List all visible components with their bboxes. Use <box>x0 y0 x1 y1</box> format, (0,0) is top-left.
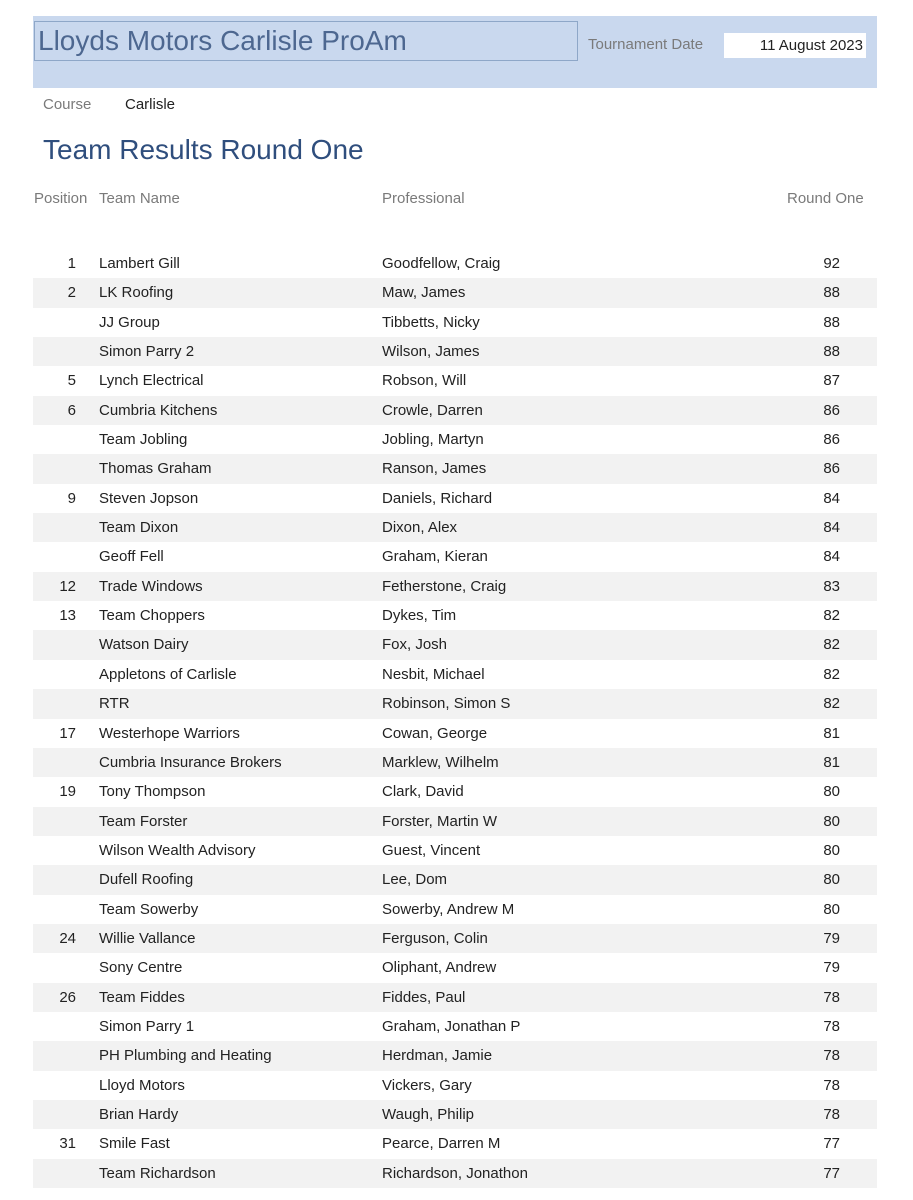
row-position: 2 <box>67 284 76 302</box>
results-table <box>33 249 877 1188</box>
table-row <box>33 1012 877 1041</box>
row-position: 12 <box>59 577 76 595</box>
row-team-name: Team Sowerby <box>99 900 199 918</box>
table-row <box>33 719 877 748</box>
table-row <box>33 836 877 865</box>
table-row <box>33 1071 877 1100</box>
row-position: 24 <box>59 929 76 947</box>
row-professional: Vickers, Gary <box>382 1076 472 1094</box>
row-team-name: Lambert Gill <box>99 255 180 272</box>
row-professional: Herdman, Jamie <box>382 1047 493 1065</box>
table-row <box>33 249 877 278</box>
row-professional: Jobling, Martyn <box>382 431 484 449</box>
row-team-name: Team Jobling <box>99 431 188 449</box>
row-team-name: Team Richardson <box>99 1164 216 1182</box>
table-row <box>33 425 877 454</box>
column-header-position: Position <box>34 190 88 207</box>
row-professional: Wilson, James <box>382 343 480 361</box>
row-position: 9 <box>67 489 76 507</box>
row-professional: Marklew, Wilhelm <box>382 753 499 771</box>
row-round-one-score: 92 <box>823 255 840 272</box>
row-professional: Waugh, Philip <box>382 1105 474 1123</box>
row-round-one-score: 79 <box>823 929 840 947</box>
row-round-one-score: 81 <box>823 753 840 771</box>
table-row <box>33 396 877 425</box>
table-row <box>33 1159 877 1188</box>
row-position: 17 <box>59 724 76 742</box>
row-professional: Oliphant, Andrew <box>382 959 497 977</box>
page-title: Team Results Round One <box>43 134 364 165</box>
row-round-one-score: 80 <box>823 841 840 859</box>
row-professional: Graham, Kieran <box>382 548 488 566</box>
row-team-name: Brian Hardy <box>99 1105 179 1123</box>
table-row <box>33 689 877 718</box>
row-round-one-score: 78 <box>823 1047 840 1065</box>
row-team-name: Cumbria Kitchens <box>99 401 218 419</box>
row-round-one-score: 84 <box>823 489 840 507</box>
row-team-name: Lloyd Motors <box>99 1076 185 1094</box>
column-header-professional: Professional <box>382 190 465 207</box>
table-row <box>33 1129 877 1158</box>
row-round-one-score: 88 <box>823 343 840 361</box>
row-professional: Pearce, Darren M <box>382 1135 501 1153</box>
table-row <box>33 748 877 777</box>
row-team-name: Simon Parry 1 <box>99 1017 195 1035</box>
table-row <box>33 278 877 307</box>
table-row <box>33 777 877 806</box>
row-round-one-score: 80 <box>823 783 840 801</box>
row-position: 6 <box>67 401 76 419</box>
table-row <box>33 924 877 953</box>
table-row <box>33 865 877 894</box>
row-professional: Richardson, Jonathon <box>382 1164 528 1182</box>
row-round-one-score: 80 <box>823 812 840 830</box>
row-professional: Fiddes, Paul <box>382 988 466 1006</box>
row-team-name: Cumbria Insurance Brokers <box>99 753 282 771</box>
row-round-one-score: 77 <box>823 1135 840 1153</box>
row-professional: Cowan, George <box>382 724 488 742</box>
row-team-name: Thomas Graham <box>99 460 212 478</box>
row-team-name: Appletons of Carlisle <box>99 665 237 683</box>
row-professional: Dixon, Alex <box>382 519 458 537</box>
row-professional: Fetherstone, Craig <box>382 577 507 595</box>
row-round-one-score: 78 <box>823 988 840 1006</box>
row-team-name: Team Choppers <box>99 607 205 625</box>
row-team-name: Willie Vallance <box>99 929 196 947</box>
table-row <box>33 630 877 659</box>
row-round-one-score: 79 <box>823 959 840 977</box>
row-professional: Nesbit, Michael <box>382 665 485 683</box>
row-team-name: Geoff Fell <box>99 548 164 566</box>
row-team-name: Steven Jopson <box>99 489 199 507</box>
table-row <box>33 366 877 395</box>
row-round-one-score: 80 <box>823 900 840 918</box>
row-professional: Ranson, James <box>382 460 487 478</box>
row-professional: Forster, Martin W <box>382 812 498 830</box>
table-row <box>33 601 877 630</box>
row-team-name: Team Dixon <box>99 519 179 537</box>
row-position: 13 <box>59 607 76 625</box>
row-team-name: Sony Centre <box>99 959 183 977</box>
row-round-one-score: 82 <box>823 607 840 625</box>
column-header-round-one: Round One <box>787 190 864 207</box>
row-team-name: Lynch Electrical <box>99 372 204 390</box>
row-round-one-score: 82 <box>823 636 840 654</box>
row-round-one-score: 78 <box>823 1076 840 1094</box>
row-round-one-score: 84 <box>823 519 840 537</box>
row-round-one-score: 86 <box>823 401 840 419</box>
report-event-title: Lloyds Motors Carlisle ProAm <box>38 25 407 56</box>
row-position: 1 <box>67 255 76 272</box>
tournament-date-label: Tournament Date <box>588 36 704 53</box>
row-professional: Tibbetts, Nicky <box>382 313 480 331</box>
table-row <box>33 308 877 337</box>
table-row <box>33 1041 877 1070</box>
row-round-one-score: 87 <box>823 372 840 390</box>
course-label: Course <box>43 96 92 113</box>
table-row <box>33 895 877 924</box>
table-row <box>33 807 877 836</box>
row-professional: Crowle, Darren <box>382 401 483 419</box>
row-team-name: PH Plumbing and Heating <box>99 1047 272 1065</box>
table-row <box>33 1100 877 1129</box>
row-round-one-score: 81 <box>823 724 840 742</box>
row-professional: Dykes, Tim <box>382 607 457 625</box>
table-row <box>33 454 877 483</box>
table-row <box>33 983 877 1012</box>
row-round-one-score: 84 <box>823 548 840 566</box>
row-round-one-score: 78 <box>823 1017 840 1035</box>
row-professional: Goodfellow, Craig <box>382 255 501 272</box>
row-team-name: Westerhope Warriors <box>99 724 240 742</box>
row-professional: Guest, Vincent <box>382 841 481 859</box>
row-team-name: Dufell Roofing <box>99 871 194 889</box>
row-team-name: RTR <box>99 695 130 713</box>
row-professional: Fox, Josh <box>382 636 448 654</box>
row-team-name: Trade Windows <box>99 577 203 595</box>
row-position: 5 <box>67 372 76 390</box>
row-round-one-score: 78 <box>823 1105 840 1123</box>
column-header-team-name: Team Name <box>99 190 180 207</box>
row-round-one-score: 80 <box>823 871 840 889</box>
row-team-name: Simon Parry 2 <box>99 343 195 361</box>
row-team-name: Team Fiddes <box>99 988 185 1006</box>
tournament-date-value: 11 August 2023 <box>724 33 866 58</box>
row-position: 31 <box>59 1135 76 1153</box>
row-professional: Clark, David <box>382 783 464 801</box>
row-round-one-score: 82 <box>823 665 840 683</box>
row-professional: Sowerby, Andrew M <box>382 900 515 918</box>
row-team-name: Smile Fast <box>99 1135 170 1153</box>
row-professional: Lee, Dom <box>382 871 448 889</box>
table-row <box>33 542 877 571</box>
row-team-name: Watson Dairy <box>99 636 189 654</box>
row-round-one-score: 77 <box>823 1164 840 1182</box>
row-round-one-score: 86 <box>823 431 840 449</box>
table-row <box>33 572 877 601</box>
row-professional: Robinson, Simon S <box>382 695 511 713</box>
row-position: 26 <box>59 988 76 1006</box>
row-round-one-score: 88 <box>823 313 840 331</box>
row-position: 19 <box>59 783 76 801</box>
table-row <box>33 513 877 542</box>
row-round-one-score: 83 <box>823 577 840 595</box>
row-team-name: Tony Thompson <box>99 783 206 801</box>
course-value: Carlisle <box>125 96 176 113</box>
row-round-one-score: 88 <box>823 284 840 302</box>
row-round-one-score: 82 <box>823 695 840 713</box>
row-team-name: Wilson Wealth Advisory <box>99 841 256 859</box>
table-row <box>33 953 877 982</box>
row-professional: Maw, James <box>382 284 466 302</box>
table-row <box>33 337 877 366</box>
row-professional: Graham, Jonathan P <box>382 1017 521 1035</box>
row-round-one-score: 86 <box>823 460 840 478</box>
row-team-name: Team Forster <box>99 812 188 830</box>
table-row <box>33 484 877 513</box>
row-team-name: JJ Group <box>99 313 160 331</box>
row-team-name: LK Roofing <box>99 284 174 302</box>
row-professional: Daniels, Richard <box>382 489 493 507</box>
table-row <box>33 660 877 689</box>
row-professional: Robson, Will <box>382 372 467 390</box>
row-professional: Ferguson, Colin <box>382 929 488 947</box>
